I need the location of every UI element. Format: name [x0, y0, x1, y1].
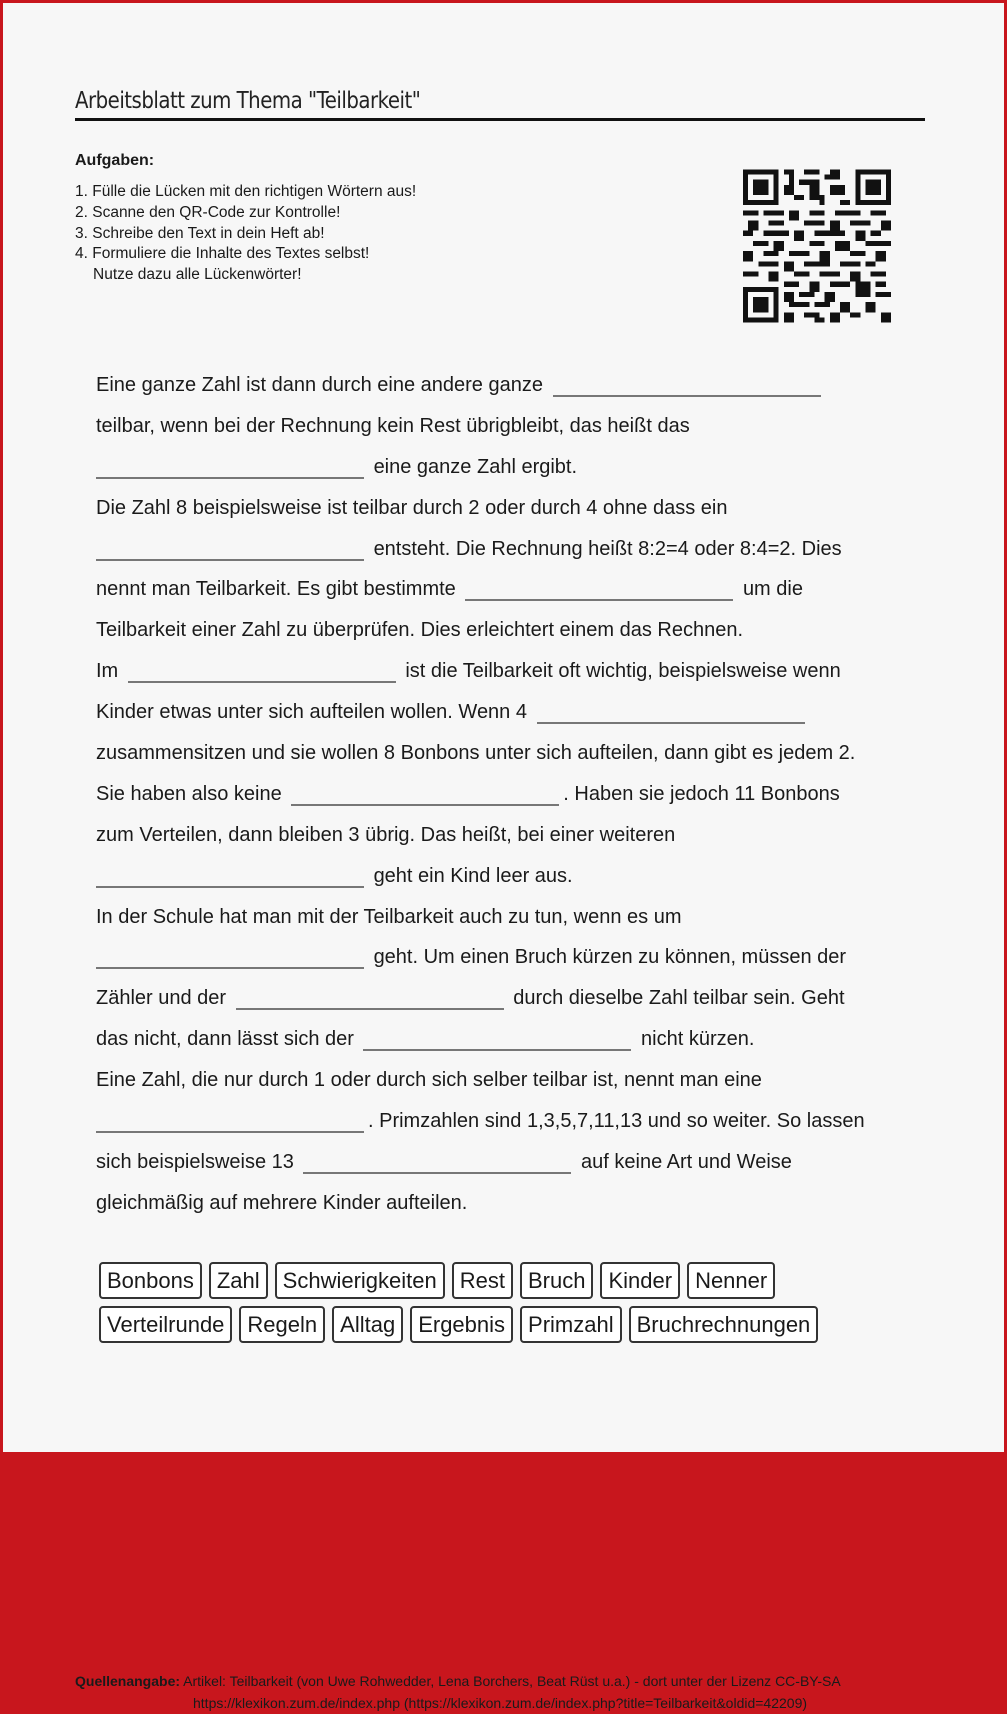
word-card[interactable]: Bonbons [99, 1262, 202, 1299]
word-card[interactable]: Bruchrechnungen [629, 1306, 819, 1343]
word-bank-row [99, 1262, 818, 1299]
text-segment: Die Zahl 8 beispielsweise ist teilbar durch 2 oder durch 4 ohne dass ein [96, 496, 728, 519]
text-segment: nennt man Teilbarkeit. Es gibt bestimmte [96, 578, 456, 601]
text-segment: geht ein Kind leer aus. [373, 864, 573, 887]
text-segment: . Primzahlen sind 1,3,5,7,11,13 und so weiter. So lassen [368, 1110, 865, 1133]
text-segment: zusammensitzen und sie wollen 8 Bonbons unter sich aufteilen, dann gibt es jedem 2. [96, 742, 856, 765]
word-bank-row [99, 1306, 818, 1343]
word-card[interactable]: Alltag [332, 1306, 403, 1343]
blank-field[interactable] [96, 947, 364, 969]
text-segment: um die [742, 578, 803, 601]
text-segment: Im [96, 660, 119, 683]
text-segment: Kinder etwas unter sich aufteilen wollen. Wenn 4 [96, 701, 527, 724]
source-credit [75, 1670, 841, 1714]
blank-field[interactable] [96, 1111, 364, 1133]
task-item: 3. Schreibe den Text in dein Heft ab! [75, 224, 325, 242]
source-link[interactable]: https://klexikon.zum.de/index.php (https://klexikon.zum.de/index.php?title=Teilbarkeit&oldid=42209) [193, 1695, 808, 1711]
text-segment: In der Schule hat man mit der Teilbarkeit auch zu tun, wenn es um [96, 905, 682, 928]
text-line [96, 856, 916, 897]
blank-field[interactable] [537, 702, 805, 724]
text-segment: das nicht, dann lässt sich der [96, 1028, 354, 1051]
text-segment: durch dieselbe Zahl teilbar sein. Geht [513, 987, 845, 1010]
text-segment: Eine ganze Zahl ist dann durch eine andere ganze [96, 374, 543, 396]
word-bank [99, 1262, 818, 1350]
qr-code-icon[interactable] [743, 169, 891, 323]
text-segment: ist die Teilbarkeit oft wichtig, beispielsweise wenn [405, 660, 841, 683]
text-line [96, 897, 916, 938]
page-title: Arbeitsblatt zum Thema "Teilbarkeit" [75, 88, 421, 114]
text-line [96, 1019, 916, 1060]
word-card[interactable]: Rest [452, 1262, 513, 1299]
text-segment: Eine Zahl, die nur durch 1 oder durch sich selber teilbar ist, nennt man eine [96, 1069, 762, 1092]
text-line [96, 1060, 916, 1101]
word-card[interactable]: Zahl [209, 1262, 268, 1299]
text-line [96, 610, 916, 651]
text-line [96, 937, 916, 978]
text-line [96, 692, 916, 733]
text-line [96, 733, 916, 774]
word-card[interactable]: Regeln [239, 1306, 325, 1343]
text-segment: eine ganze Zahl ergibt. [373, 455, 578, 478]
blank-field[interactable] [303, 1152, 571, 1174]
text-line [96, 365, 916, 406]
blank-field[interactable] [465, 579, 733, 601]
text-line [96, 406, 916, 447]
word-card[interactable]: Ergebnis [410, 1306, 513, 1343]
task-item: Nutze dazu alle Lückenwörter! [93, 266, 302, 284]
text-segment: nicht kürzen. [641, 1028, 755, 1051]
task-list [75, 182, 416, 286]
blank-field[interactable] [291, 784, 559, 806]
word-card[interactable]: Nenner [687, 1262, 775, 1299]
blank-field[interactable] [363, 1029, 631, 1051]
task-item: 1. Fülle die Lücken mit den richtigen Wörtern aus! [75, 183, 417, 200]
word-card[interactable]: Verteilrunde [99, 1306, 232, 1343]
text-line [96, 1101, 916, 1142]
word-card[interactable]: Kinder [600, 1262, 680, 1299]
text-segment: Zähler und der [96, 987, 227, 1010]
text-segment: geht. Um einen Bruch kürzen zu können, müssen der [373, 946, 847, 969]
text-line [96, 774, 916, 815]
word-card[interactable]: Primzahl [520, 1306, 622, 1343]
cloze-text [96, 365, 916, 1224]
blank-field[interactable] [96, 457, 364, 479]
text-segment: sich beispielsweise 13 [96, 1150, 294, 1173]
source-text: Artikel: Teilbarkeit (von Uwe Rohwedder, Lena Borchers, Beat Rüst u.a.) - dort unter der Lizenz CC-BY-SA [183, 1673, 841, 1689]
text-segment: zum Verteilen, dann bleiben 3 übrig. Das heißt, bei einer weiteren [96, 823, 676, 846]
blank-field[interactable] [96, 866, 364, 888]
blank-field[interactable] [128, 661, 396, 683]
text-line [96, 651, 916, 692]
text-line [96, 569, 916, 610]
text-line [96, 488, 916, 529]
text-line [96, 1183, 916, 1224]
blank-field[interactable] [236, 988, 504, 1010]
blank-field[interactable] [96, 539, 364, 561]
text-line [96, 1142, 916, 1183]
text-segment: auf keine Art und Weise [581, 1150, 792, 1173]
word-card[interactable]: Schwierigkeiten [275, 1262, 445, 1299]
word-card[interactable]: Bruch [520, 1262, 593, 1299]
blank-field[interactable] [553, 375, 821, 397]
tasks-heading: Aufgaben: [75, 152, 155, 169]
source-label: Quellenangabe: [75, 1673, 181, 1689]
text-segment: teilbar, wenn bei der Rechnung kein Rest übrigbleibt, das heißt das [96, 414, 690, 437]
task-item: 2. Scanne den QR-Code zur Kontrolle! [75, 203, 341, 221]
title-underline [75, 118, 925, 121]
text-segment: entsteht. Die Rechnung heißt 8:2=4 oder 8:4=2. Dies [373, 537, 842, 560]
text-line [96, 447, 916, 488]
source-line [75, 1670, 841, 1692]
text-segment: Teilbarkeit einer Zahl zu überprüfen. Dies erleichtert einem das Rechnen. [96, 619, 744, 642]
text-line [96, 529, 916, 570]
text-line [96, 815, 916, 856]
text-segment: . Haben sie jedoch 11 Bonbons [563, 782, 840, 805]
text-segment: gleichmäßig auf mehrere Kinder aufteilen. [96, 1191, 468, 1214]
task-item: 4. Formuliere die Inhalte des Textes selbst! [75, 245, 370, 263]
text-line [96, 978, 916, 1019]
text-segment: Sie haben also keine [96, 782, 282, 805]
